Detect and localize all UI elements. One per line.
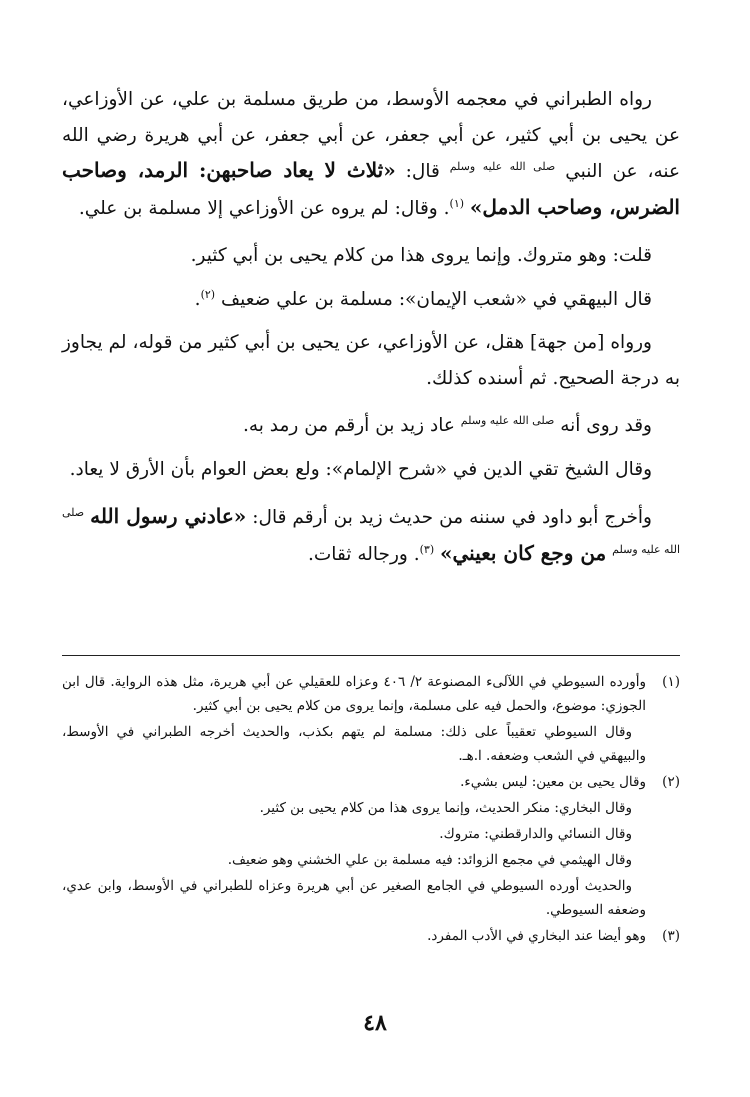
hadith-text: «ثلاث لا يعاد صاحبهن: الرمد، وصاحب الضرس، وصاحب الدمل» (62, 158, 680, 219)
footnotes (62, 670, 680, 950)
footnote-ref-1: (١) (449, 196, 465, 210)
salla-mark: صلى الله عليه وسلم (449, 159, 556, 173)
bayhaqi-text: قال البيهقي في «شعب الإيمان»: مسلمة بن علي ضعيف (220, 288, 652, 310)
paragraph-bayhaqi (62, 282, 680, 318)
abu-dawud-intro: وأخرج أبو داود في سننه من حديث زيد بن أرقم قال: (252, 507, 652, 528)
footnote-divider (62, 655, 680, 656)
footnote-2-bukhari: وقال البخاري: منكر الحديث، وإنما يروى هذا من كلام يحيى بن كثير. (259, 800, 632, 816)
tabarani-qal: قال: (405, 161, 440, 182)
zayd-text-a: وقد روى أنه (560, 415, 652, 436)
tabarani-intro: رواه الطبراني في معجمه الأوسط، من طريق مسلمة بن علي، عن الأوزاعي، عن يحيى بن أبي كثير، عن أبي جعفر، عن أبي جعفر، عن أبي هريرة رضي الله عنه، عن النبي (62, 89, 680, 182)
footnote-ref-2: (٢) (200, 287, 216, 301)
tabarani-comment: . وقال: لم يروه عن الأوزاعي إلا مسلمة بن علي. (78, 197, 450, 219)
salla-mark: صلى الله عليه وسلم (62, 505, 680, 556)
footnote-1-continuation: وقال السيوطي تعقيباً على ذلك: مسلمة لم يتهم بكذب، والحديث أخرجه الطبراني في الأوسط، والبيهقي في الشعب وضعفه. ا.هـ. (62, 724, 646, 764)
footnote-ref-3: (٣) (419, 542, 435, 556)
footnote-text: وقال يحيى بن معين: ليس بشيء. (460, 774, 646, 790)
paragraph-matruk: قلت: وهو متروك. وإنما يروى هذا من كلام يحيى بن أبي كثير. (190, 245, 652, 266)
paragraph-tabarani (62, 82, 680, 226)
footnote-number: (٣) (662, 928, 680, 944)
footnote-text: وهو أيضا عند البخاري في الأدب المفرد. (427, 928, 646, 944)
footnote-number: (٢) (662, 774, 680, 790)
footnote-2-suyuti: والحديث أورده السيوطي في الجامع الصغير عن أبي هريرة وعزاه للطبراني في الأوسط، وابن عدي، وضعفه السيوطي. (62, 878, 646, 918)
footnote-text: وأورده السيوطي في اللآلىء المصنوعة ٢/ ٤٠٦ وعزاه للعقيلي عن أبي هريرة، مثل هذه الرواية. قال ابن الجوزي: موضوع، والحمل فيه على مسلمة، وإنما يروى من كلام يحيى بن أبي كثير. (62, 674, 646, 714)
footnote-2-haythami: وقال الهيثمي في مجمع الزوائد: فيه مسلمة بن علي الخشني وهو ضعيف. (227, 852, 632, 868)
hadith-text-b: من وجع كان بعيني» (440, 540, 607, 565)
paragraph-taqi-aldin: وقال الشيخ تقي الدين في «شرح الإلمام»: ولع بعض العوام بأن الأرق لا يعاد. (69, 458, 652, 480)
footnote-number: (١) (662, 674, 680, 690)
page-number: ٤٨ (363, 1010, 387, 1036)
abu-dawud-end: . ورجاله ثقات. (308, 543, 420, 565)
paragraph-zayd (62, 408, 680, 444)
footnote-3 (62, 924, 680, 948)
salla-mark: صلى الله عليه وسلم (460, 413, 555, 427)
paragraph-haql: ورواه [من جهة] هقل، عن الأوزاعي، عن يحيى بن أبي كثير من قوله، لم يجاوز به درجة الصحيح. ثم أسنده كذلك. (62, 332, 680, 389)
footnote-2 (62, 770, 680, 794)
footnote-1 (62, 670, 680, 718)
main-text (62, 82, 680, 584)
hadith-text-a: «عادني رسول الله (90, 504, 247, 528)
zayd-text-b: عاد زيد بن أرقم من رمد به. (242, 415, 455, 436)
paragraph-abu-dawud (62, 499, 680, 572)
footnote-2-nasai: وقال النسائي والدارقطني: متروك. (439, 826, 632, 842)
bayhaqi-end: . (194, 288, 201, 310)
